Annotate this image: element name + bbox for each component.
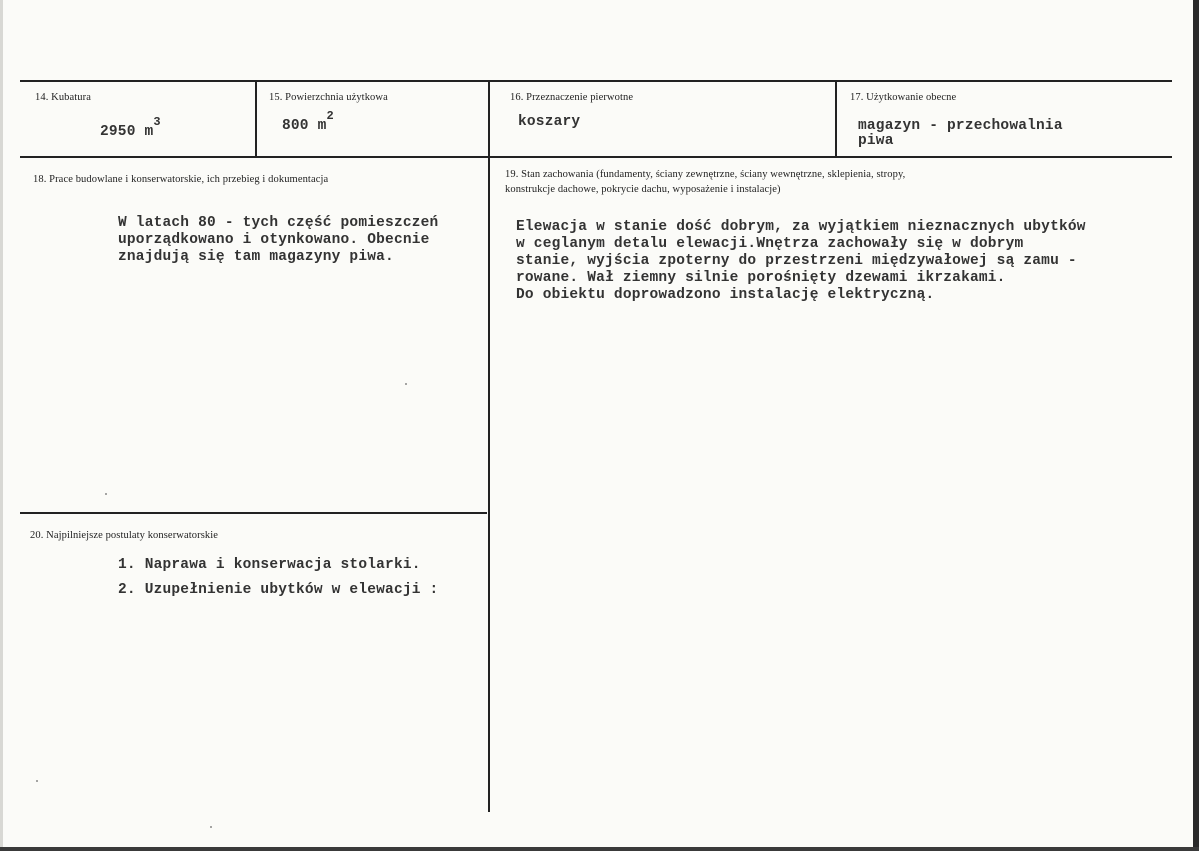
field-18-line-2: uporządkowano i otynkowano. Obecnie	[118, 232, 430, 248]
field-14-value	[100, 115, 161, 141]
scan-speck	[36, 780, 38, 782]
field-20-line-1: 1. Naprawa i konserwacja stolarki.	[118, 557, 421, 573]
field-19-line-3: stanie, wyjścia zpoterny do przestrzeni międzywałowej są zamu -	[516, 253, 1077, 269]
sheet-right-edge	[1193, 0, 1199, 851]
field-19-line-2: w ceglanym detalu elewacji.Wnętrza zachowały się w dobrym	[516, 236, 1024, 252]
field-20-label: 20. Najpilniejsze postulaty konserwatorskie	[30, 530, 219, 541]
top-border-line	[20, 80, 1172, 82]
col-divider-main	[488, 80, 490, 812]
scan-speck	[210, 826, 212, 828]
field-19-line-1: Elewacja w stanie dość dobrym, za wyjątkiem nieznacznych ubytków	[516, 219, 1086, 235]
field-16-value: koszary	[518, 114, 581, 130]
field-15-label: 15. Powierzchnia użytkowa	[269, 92, 388, 103]
sheet-left-edge	[0, 0, 3, 851]
field-19-label-line-2: konstrukcje dachowe, pokrycie dachu, wyposażenie i instalacje)	[505, 184, 781, 195]
field-18-label: 18. Prace budowlane i konserwatorskie, ich przebieg i dokumentacja	[33, 174, 329, 185]
field-14-number: 2950	[100, 123, 136, 140]
row1-bottom-line	[20, 156, 1172, 158]
field-18-line-3: znajdują się tam magazyny piwa.	[118, 249, 394, 265]
scan-speck	[105, 493, 107, 495]
col-divider-14-15	[255, 80, 257, 158]
scan-speck	[405, 383, 407, 385]
field-17-line-2: piwa	[858, 133, 894, 149]
row2-divider-line	[20, 512, 487, 514]
field-14-unit: m	[144, 123, 154, 140]
field-19-line-5: Do obiektu doprowadzono instalację elektryczną.	[516, 287, 935, 303]
field-19-line-4: rowane. Wał ziemny silnie porośnięty dzewami ikrzakami.	[516, 270, 1006, 286]
field-14-unit-exponent: 3	[153, 115, 161, 129]
field-15-unit-exponent: 2	[326, 109, 334, 123]
col-divider-16-17	[835, 80, 837, 158]
field-20-line-2: 2. Uzupełnienie ubytków w elewacji :	[118, 582, 439, 598]
field-15-number: 800	[282, 117, 309, 134]
field-19-label-line-1: 19. Stan zachowania (fundamenty, ściany zewnętrzne, ściany wewnętrzne, sklepienia, stropy,	[505, 169, 906, 180]
field-15-unit: m	[317, 117, 327, 134]
field-17-line-1: magazyn - przechowalnia	[858, 118, 1063, 134]
field-16-label: 16. Przeznaczenie pierwotne	[510, 92, 634, 103]
field-15-value	[282, 109, 334, 135]
field-14-label: 14. Kubatura	[35, 92, 92, 103]
field-17-label: 17. Użytkowanie obecne	[850, 92, 957, 103]
field-18-line-1: W latach 80 - tych część pomieszczeń	[118, 215, 439, 231]
sheet-bottom-edge	[0, 847, 1199, 851]
